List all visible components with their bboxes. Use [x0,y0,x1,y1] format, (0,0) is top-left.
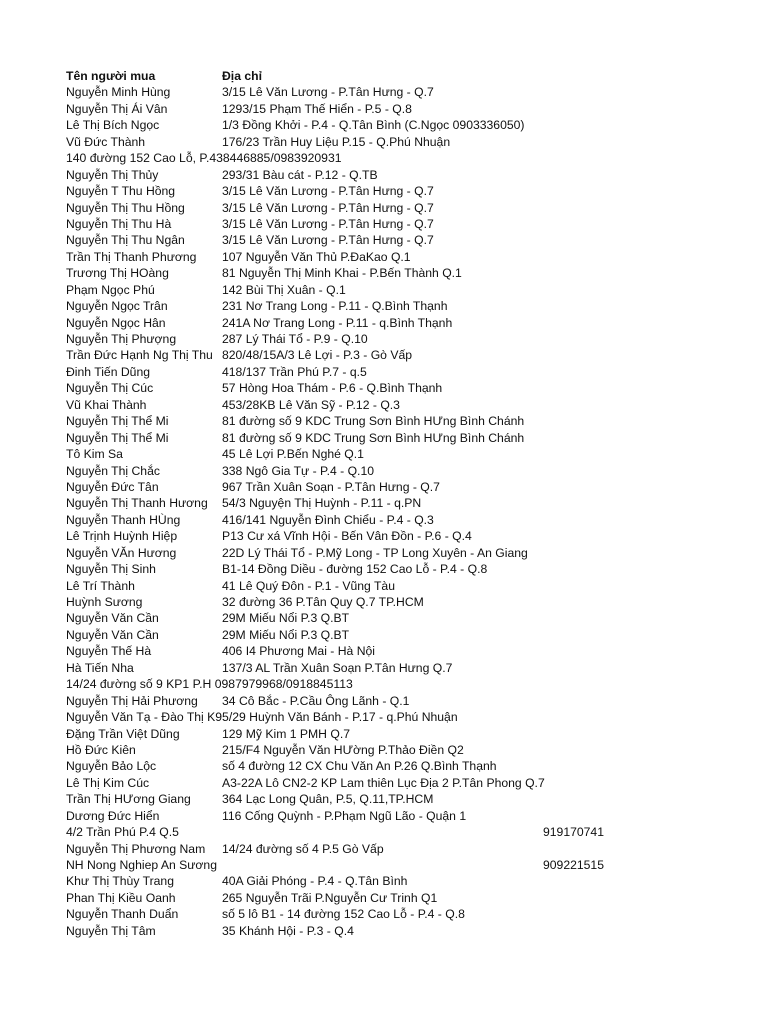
address-cell: 54/3 Nguyện Thị Huỳnh - P.11 - q.PN [222,496,422,511]
buyer-name-cell: NH Nong Nghiep An Sương [66,858,217,872]
table-row [0,594,768,610]
table-row [0,512,768,528]
table-row [0,808,768,824]
address-cell: 34 Cô Bắc - P.Cầu Ông Lãnh - Q.1 [222,693,410,708]
buyer-name-cell: Khư Thị Thùy Trang [66,874,174,889]
table-row [0,873,768,889]
address-cell: 32 đường 36 P.Tân Quy Q.7 TP.HCM [222,595,424,609]
table-row [0,282,768,298]
table-row [0,726,768,742]
table-row [0,397,768,413]
buyer-name-cell: Đinh Tiến Dũng [66,364,151,379]
table-row [0,84,768,100]
customer-address-sheet [0,68,768,939]
buyer-name-cell: Nguyễn VĂn Hương [66,545,177,560]
table-row [0,758,768,774]
table-row [0,265,768,281]
header-buyer-name: Tên người mua [66,69,156,83]
buyer-name-cell: Nguyễn Văn Cần [66,611,159,626]
header-row [0,68,768,84]
buyer-name-cell: Nguyễn Thị Thể Mi [66,414,169,429]
address-cell: 3/15 Lê Văn Lương - P.Tân Hưng - Q.7 [222,216,434,231]
address-cell: 453/28KB Lê Văn Sỹ - P.12 - Q.3 [222,397,400,412]
address-cell: 416/141 Nguyễn Đình Chiểu - P.4 - Q.3 [222,512,434,527]
buyer-name-cell: Huỳnh Sương [66,595,143,609]
address-cell: B1-14 Đồng Diều - đường 152 Cao Lỗ - P.4 - Q.8 [222,562,488,577]
buyer-name-cell: Nguyễn Thị Sinh [66,562,156,577]
address-cell: 820/48/15A/3 Lê Lợi - P.3 - Gò Vấp [222,348,413,363]
address-cell: số 5 lô B1 - 14 đường 152 Cao Lỗ - P.4 - Q.8 [222,907,465,922]
buyer-name-cell: Nguyễn Bảo Lộc [66,759,157,774]
table-row [0,331,768,347]
table-row [0,298,768,314]
buyer-name-cell: Nguyễn Thị Hải Phương [66,693,198,708]
table-row [0,890,768,906]
table-row [0,791,768,807]
address-cell: 3/15 Lê Văn Lương - P.Tân Hưng - Q.7 [222,200,434,215]
address-cell: 81 đường số 9 KDC Trung Sơn Bình HƯng Bình Chánh [222,414,525,429]
buyer-name-cell: Nguyễn Thị Chắc [66,463,160,478]
table-row [0,150,768,166]
address-cell: 265 Nguyễn Trãi P.Nguyễn Cư Trinh Q1 [222,890,438,905]
buyer-name-cell: Nguyễn Thị Thanh Hương [66,496,208,511]
buyer-name-cell: Tô Kim Sa [66,447,123,462]
address-cell: 129 Mỹ Kim 1 PMH Q.7 [222,726,351,741]
buyer-name-cell: Hồ Đức Kiên [66,742,136,757]
table-row [0,841,768,857]
address-cell: P13 Cư xá Vĩnh Hội - Bến Vân Đồn - P.6 - Q.4 [222,529,472,544]
buyer-name-cell: 140 đường 152 Cao Lỗ, P.438446885/0983920931 [66,151,342,166]
table-row [0,479,768,495]
address-cell: 293/31 Bàu cát - P.12 - Q.TB [222,167,378,182]
table-row [0,545,768,561]
address-cell: 338 Ngô Gia Tự - P.4 - Q.10 [222,463,375,478]
buyer-name-cell: Nguyễn Thị Thể Mi [66,430,169,445]
buyer-name-cell: Trần Thị Thanh Phương [66,249,197,264]
table-row [0,117,768,133]
address-cell: 3/15 Lê Văn Lương - P.Tân Hưng - Q.7 [222,184,434,199]
buyer-name-cell: Nguyễn Thị Phượng [66,332,177,346]
address-cell: 35 Khánh Hội - P.3 - Q.4 [222,923,354,938]
table-row [0,315,768,331]
table-row [0,742,768,758]
buyer-name-cell: Nguyễn Đức Tân [66,479,159,494]
buyer-name-cell: Trần Đức Hạnh Ng Thị Thu [66,348,213,363]
address-cell: 3/15 Lê Văn Lương - P.Tân Hưng - Q.7 [222,85,434,100]
table-row [0,561,768,577]
address-cell: 29M Miếu Nổi P.3 Q.BT [222,627,350,642]
buyer-name-cell: Nguyễn Ngọc Trân [66,299,168,314]
address-cell: 241A Nơ Trang Long - P.11 - q.Bình Thạnh [222,315,453,330]
table-row [0,775,768,791]
data-rows [0,84,768,939]
buyer-name-cell: Lê Trịnh Huỳnh Hiệp [66,529,178,544]
buyer-name-cell: Phạm Ngọc Phú [66,282,155,297]
address-cell: 142 Bùi Thị Xuân - Q.1 [222,282,346,297]
buyer-name-cell: Lê Thị Bích Ngọc [66,118,160,133]
buyer-name-cell: Hà Tiến Nha [66,660,134,675]
address-cell: 967 Trần Xuân Soạn - P.Tân Hưng - Q.7 [222,479,440,494]
table-row [0,709,768,725]
table-row [0,528,768,544]
buyer-name-cell: Nguyễn Thanh Duẩn [66,907,179,922]
buyer-name-cell: Nguyễn Văn Cần [66,627,159,642]
table-row [0,232,768,248]
table-row [0,446,768,462]
address-cell: 116 Cống Quỳnh - P.Phạm Ngũ Lão - Quận 1 [222,808,467,823]
address-cell: 364 Lạc Long Quân, P.5, Q.11,TP.HCM [222,792,434,807]
address-cell: số 4 đường 12 CX Chu Văn An P.26 Q.Bình Thạnh [222,759,497,774]
address-cell: 22D Lý Thái Tổ - P.Mỹ Long - TP Long Xuyên - An Giang [222,545,528,560]
address-cell: A3-22A Lô CN2-2 KP Lam thiên Lục Địa 2 P.Tân Phong Q.7 [222,775,545,790]
address-cell: 406 I4 Phương Mai - Hà Nội [222,644,375,659]
table-row [0,430,768,446]
address-cell: 1293/15 Phạm Thế Hiển - P.5 - Q.8 [222,101,412,116]
table-row [0,167,768,183]
table-row [0,824,768,840]
buyer-name-cell: Dương Đức Hiển [66,808,160,823]
table-row [0,347,768,363]
address-cell: 176/23 Trần Huy Liệu P.15 - Q.Phú Nhuận [222,134,451,149]
address-cell: 137/3 AL Trần Xuân Soạn P.Tân Hưng Q.7 [222,660,453,675]
buyer-name-cell: Nguyễn Minh Hùng [66,85,171,100]
buyer-name-cell: Nguyễn Thị Thủy [66,167,159,182]
table-row [0,463,768,479]
table-row [0,380,768,396]
table-row [0,857,768,873]
buyer-name-cell: Nguyễn Thị Ái Vân [66,101,168,116]
table-row [0,200,768,216]
address-cell: 41 Lê Quý Đôn - P.1 - Vũng Tàu [222,578,395,593]
address-cell: 81 đường số 9 KDC Trung Sơn Bình HƯng Bình Chánh [222,430,525,445]
buyer-name-cell: Nguyễn Thị Cúc [66,381,154,396]
address-cell: 45 Lê Lợi P.Bến Nghé Q.1 [222,447,364,462]
address-cell: 40A Giải Phóng - P.4 - Q.Tân Bình [222,874,408,889]
address-cell: 29M Miếu Nổi P.3 Q.BT [222,611,350,626]
buyer-name-cell: Nguyễn Thị Thu Hà [66,216,172,231]
phone-cell: 909221515 [542,858,604,872]
table-row [0,364,768,380]
address-cell: 418/137 Trần Phú P.7 - q.5 [222,364,367,379]
buyer-name-cell: Trần Thị HƯơng Giang [66,792,191,807]
buyer-name-cell: 14/24 đường số 9 KP1 P.H 0987979968/0918845113 [66,677,353,692]
buyer-name-cell: Nguyễn Thị Thu Ngân [66,233,185,248]
table-row [0,249,768,265]
buyer-name-cell: Trương Thị HOàng [66,266,169,281]
table-row [0,610,768,626]
address-cell: 81 Nguyễn Thị Minh Khai - P.Bến Thành Q.1 [222,266,462,281]
table-row [0,216,768,232]
table-row [0,134,768,150]
table-row [0,578,768,594]
buyer-name-cell: Vũ Khai Thành [66,397,147,412]
table-row [0,906,768,922]
table-row [0,693,768,709]
buyer-name-cell: Nguyễn Văn Tạ - Đào Thị K95/29 Huỳnh Văn Bánh - P.17 - q.Phú Nhuận [66,710,458,725]
buyer-name-cell: Vũ Đức Thành [66,134,146,149]
address-cell: 107 Nguyễn Văn Thủ P.ĐaKao Q.1 [222,249,411,264]
buyer-name-cell: Nguyễn Thị Thu Hồng [66,200,185,215]
buyer-name-cell: Nguyễn T Thu Hồng [66,184,176,199]
buyer-name-cell: Đặng Trần Việt Dũng [66,726,180,741]
address-cell: 287 Lý Thái Tổ - P.9 - Q.10 [222,332,368,346]
address-cell: 57 Hòng Hoa Thám - P.6 - Q.Bình Thạnh [222,381,443,396]
buyer-name-cell: 4/2 Trần Phú P.4 Q.5 [66,825,179,840]
buyer-name-cell: Nguyễn Ngọc Hân [66,315,166,330]
address-cell: 14/24 đường số 4 P.5 Gò Vấp [222,841,384,856]
table-row [0,495,768,511]
address-cell: 231 Nơ Trang Long - P.11 - Q.Bình Thạnh [222,299,448,314]
table-row [0,101,768,117]
table-row [0,183,768,199]
table-row [0,627,768,643]
buyer-name-cell: Nguyễn Thế Hà [66,644,152,659]
buyer-name-cell: Nguyễn Thanh HÙng [66,512,181,527]
address-cell: 1/3 Đồng Khởi - P.4 - Q.Tân Bình (C.Ngọc 0903336050) [222,118,525,133]
table-row [0,660,768,676]
table-row [0,676,768,692]
buyer-name-cell: Lê Trí Thành [66,578,135,593]
address-cell: 215/F4 Nguyễn Văn HƯờng P.Thảo Điền Q2 [222,742,464,757]
buyer-name-cell: Nguyễn Thị Phương Nam [66,841,206,856]
buyer-name-cell: Nguyễn Thị Tâm [66,923,156,938]
table-row [0,923,768,939]
table-row [0,643,768,659]
buyer-name-cell: Phan Thị Kiều Oanh [66,890,176,905]
table-row [0,413,768,429]
address-cell: 3/15 Lê Văn Lương - P.Tân Hưng - Q.7 [222,233,434,248]
phone-cell: 919170741 [542,825,604,840]
header-address: Địa chỉ [222,69,262,83]
buyer-name-cell: Lê Thị Kim Cúc [66,775,150,790]
